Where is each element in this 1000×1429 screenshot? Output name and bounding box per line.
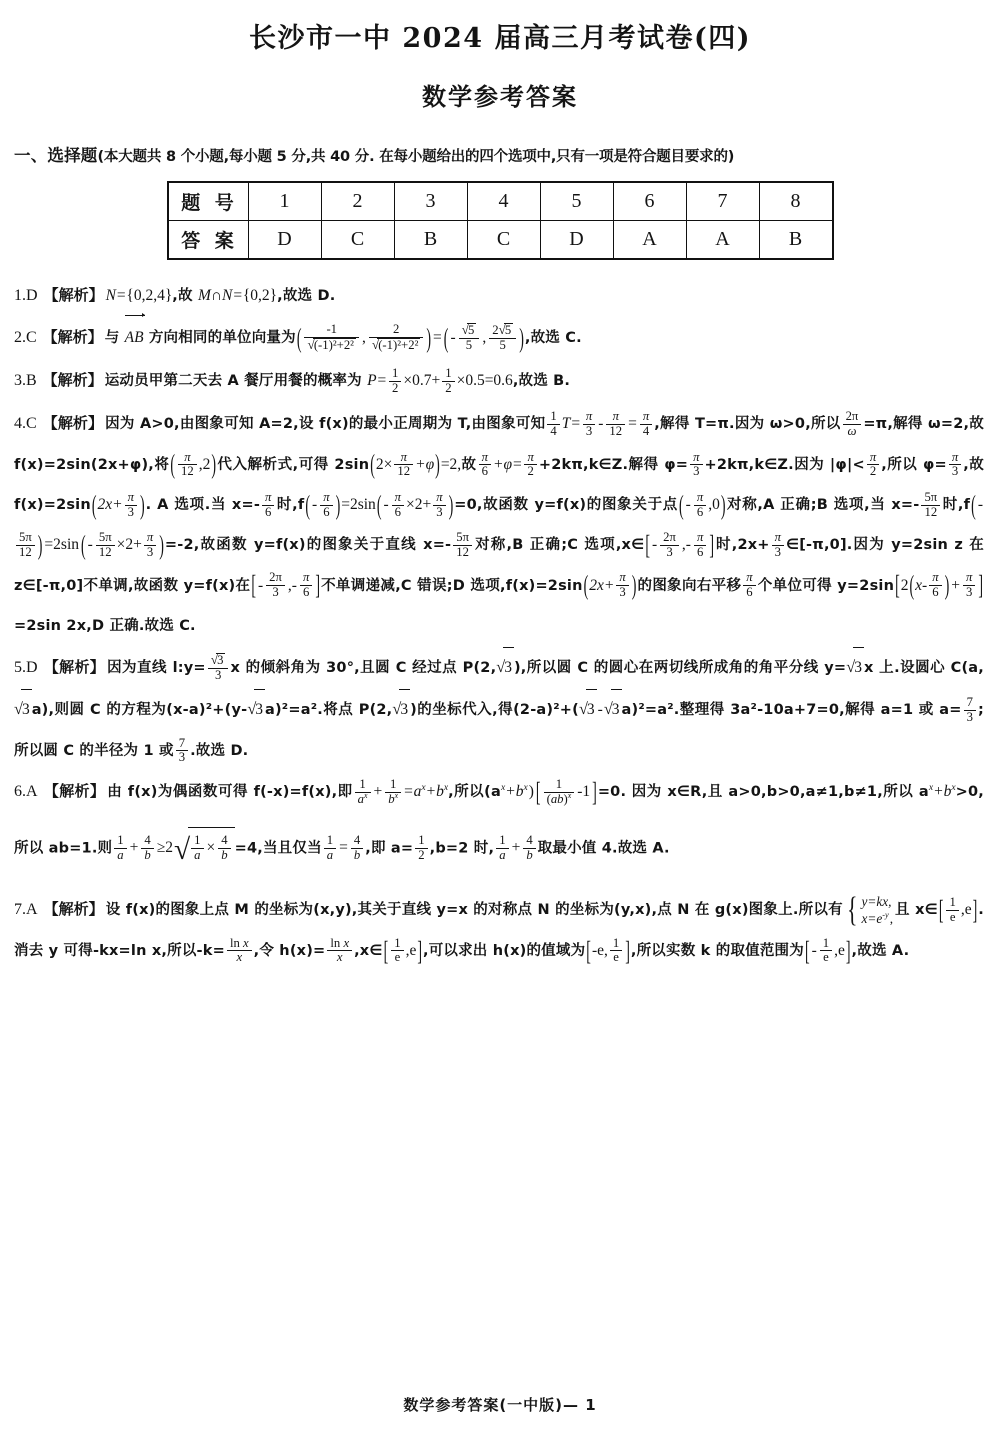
q3-frac-2: $\frac{1}{2}$ [442,367,454,395]
q4-e24: - [685,496,691,514]
solution-item-6: 6.A 【解析】 由 f(x)为偶函数可得 f(-x)=f(x),即 $\frac{1}{a^x}$ + $\frac{1}{b^x}$ $=a^x+b^x$,所以$(a^x+b^x)$ [ $\frac{1}{(ab)^x}$ -1 ]=0. 因为 x∈R,且 a>0,b>0,a≠1,b≠1,所以 $a^x+b^x>0$,所以 ab=1.则 $\frac{1}{a}$ + $\frac{4}{b}$ ≥2√ $\frac{1}{a}$ × $\frac{4}{b}$ =4,当且仅当 $\frac{1}{a}$ = $\frac{4}{b}$ ,即 a= $\frac{1}{2}$ ,b=2 时, $\frac{1}{a}$ + $\frac{4}{b}$ 取最小值 4.故选 A. [14,772,984,888]
section-header [0,146,1000,167]
q4-e12: +2kπ,k∈Z.解得 φ= [538,456,689,473]
answer-cell: A [686,220,759,259]
q5-sqrt-4: √3 [247,689,265,731]
q4-e23: =0,故函数 y=f(x)的图象关于点 [454,497,678,514]
q6-frac-1-abx: $\frac{1}{(ab)^x}$ [544,778,575,806]
section-label: 一、选择题 [14,146,98,165]
solutions-list [0,276,1000,971]
q4-frac-pi6-b: $\frac{\pi}{6}$ [262,491,274,519]
q4-e14: ,所以 φ= [881,456,947,473]
q2-frac-1: $\frac{-1}{\text{√(-1)²+2²}}$ [304,323,359,352]
solution-number: 3.B [14,372,37,390]
q2-frac-3: $\frac{√5}{5}$ [459,323,480,352]
q7-e10: - [811,941,817,959]
q7-e3: . 消去 y 可得-kx=ln x,所以-k= [14,902,984,959]
q2-text-2: 方向相同的单位向量为 [143,330,296,347]
q4-frac-2pi-omega: $\frac{2\pi}{\omega}$ [843,410,862,438]
q3-m1: ×0.7+ [403,372,441,390]
solution-item-4: 4.C 【解析】 因为 A>0,由图象可知 A=2,设 f(x)的最小正周期为 T,由图象可知 $\frac{1}{4}$ T= $\frac{\pi}{3}$ - $\frac{\pi}{12}$ = $\frac{\pi}{4}$ ,解得 T=π.因为 ω>0,所以 $\frac{2\pi}{\omega}$ =π,解得 ω=2,故 f(x)=2sin(2x+φ),将( $\frac{\pi}{12}$ ,2)代入解析式,可得 2sin(2× $\frac{\pi}{12}$ +φ)=2,故 $\frac{\pi}{6}$ +φ= $\frac{\pi}{2}$ +2kπ,k∈Z.解得 φ= $\frac{\pi}{3}$ +2kπ,k∈Z.因为 |φ|< $\frac{\pi}{2}$ ,所以 φ= $\frac{\pi}{3}$ ,故 f(x)=2sin(2x+ $\frac{\pi}{3}$ ). A 选项.当 x=- $\frac{\pi}{6}$ 时,f( - $\frac{\pi}{6}$ )=2sin( - $\frac{\pi}{6}$ ×2+ $\frac{\pi}{3}$ )=0,故函数 y=f(x)的图象关于点( - $\frac{\pi}{6}$ ,0)对称,A 正确;B 选项,当 x=- $\frac{5\pi}{12}$ 时,f( - $\frac{5\pi}{12}$ ) =2sin ( - $\frac{5\pi}{12}$ ×2+ $\frac{\pi}{3}$ )=-2,故函数 y=f(x)的图象关于直线 x=- $\frac{5\pi}{12}$ 对称,B 正确;C 选项,x∈[ - $\frac{2\pi}{3}$ ,- $\frac{\pi}{6}$ ]时,2x+ $\frac{\pi}{3}$ ∈[-π,0].因为 y=2sin z 在 z∈[-π,0]不单调,故函数 y=f(x)在[ - $\frac{2\pi}{3}$ ,- $\frac{\pi}{6}$ ]不单调递减,C 错误;D 选项,f(x)=2sin(2x+ $\frac{\pi}{3}$ )的图象向右平移 $\frac{\pi}{6}$ 个单位可得 y=2sin[2(x- $\frac{\pi}{6}$ ) + $\frac{\pi}{3}$ ]=2sin 2x,D 正确.故选 C. [14,408,984,634]
q5-sqrt-5: √3 [392,689,410,731]
question-number-cell: 1 [248,182,321,221]
q7-frac-1-e-b: $\frac{1}{e}$ [391,937,403,965]
answer-cell: C [467,220,540,259]
q7-frac-lnx-x: $\frac{\text{ln x}}{x}$ [227,937,252,965]
q5-sqrt-6: √3 [579,689,597,731]
solution-item-2: 2.C 【解析】 与 AB 方向相同的单位向量为( $\frac{-1}{\text{√(-1)²+2²}}$ , $\frac{2}{\text{√(-1)²+2²}}$ ) = ( - $\frac{√5}{5}$ , $\frac{2√5}{5}$ ),故选 C. [14,318,984,359]
q4-frac-pi6-g: $\frac{\pi}{6}$ [300,571,312,599]
q7-case-2: x=e [861,911,883,927]
q4-e19: - [312,496,318,514]
q4-s1: 因为 A>0,由图象可知 A=2,设 f(x)的最小正周期为 T,由图象可知 [105,416,546,433]
q5-e3: x 上.设圆心 C(a, [863,660,984,677]
q4-frac-pi3-b: $\frac{\pi}{3}$ [690,451,702,479]
q4-frac-pi2-b: $\frac{\pi}{2}$ [867,451,879,479]
q4-s3: 故 [461,456,477,473]
q4-frac-pi12-c: $\frac{\pi}{12}$ [394,451,413,479]
q4-e32: 不单调递减,C 错误;D 选项,f(x)=2sin [320,577,583,594]
q4-e29: 对称,B 正确;C 选项,x∈ [474,537,645,554]
q5-e8: a)²=a².整理得 3a²-10a+7=0,解得 a=1 或 a= [621,702,962,719]
q7-e8: -e, [591,941,608,959]
q6-e4: ,所以(a [448,784,501,801]
q4-e4: ,解得 T=π. [654,416,735,433]
solution-item-3 [14,361,984,402]
q4-frac-pi12-b: $\frac{\pi}{12}$ [178,451,197,479]
solution-tag: 【解析】 [42,371,103,390]
q3-m2: ×0.5=0.6 [456,372,513,390]
q6-e15: = [339,839,348,857]
question-number-cell: 3 [394,182,467,221]
table-row-answers [168,220,833,259]
q6-s1: 由 f(x)为偶函数可得 f(-x)=f(x),即 [107,784,353,801]
q7-frac-1-e-d: $\frac{1}{e}$ [820,937,832,965]
q2-text-3: ,故选 C. [524,330,582,347]
question-number-cell: 2 [321,182,394,221]
q6-e16: ,即 a= [365,840,414,857]
q4-frac-pi3-f: $\frac{\pi}{3}$ [144,531,156,559]
q4-frac-pi6: $\frac{\pi}{6}$ [479,451,491,479]
solution-number: 7.A [14,901,38,919]
q7-e9: ,所以实数 k 的取值范围为 [630,942,804,959]
table-row-numbers [168,182,833,221]
q1-text-3: M∩N= [197,286,243,304]
solution-tag: 【解析】 [42,414,104,433]
q5-sqrt-2: √3 [846,647,864,689]
q4-frac-5pi12: $\frac{5\pi}{12}$ [921,491,940,519]
q7-e11: ,e [834,941,845,959]
q6-frac-4-b: $\frac{4}{b}$ [141,834,153,862]
q6-e5: +b [505,783,524,801]
q7-case-1: y=kx, [861,893,892,909]
q4-e13: +2kπ,k∈Z.因为 |φ|< [704,456,865,473]
q2-frac-4: $\frac{2√5}{5}$ [489,323,516,352]
q3-text-1: 运动员甲第二天去 A 餐厅用餐的概率为 [104,373,368,390]
q4-e16: 2x+ [97,496,123,514]
solution-tag: 【解析】 [42,328,103,347]
question-number-cell: 4 [467,182,540,221]
answer-cell: D [248,220,321,259]
q4-e27: 时,f [942,497,971,514]
q4-e30: 时,2x+ [714,537,770,554]
q4-e6: ,2 [198,455,211,473]
q4-frac-pi3-d: $\frac{\pi}{3}$ [125,491,137,519]
question-number-cell: 5 [540,182,613,221]
q5-sqrt-3: √3 [14,689,32,731]
q5-frac-sqrt3-3: $\frac{√3}{3}$ [208,653,229,682]
q5-sqrt-7: √3 [604,689,622,731]
solution-tag: 【解析】 [43,285,104,304]
q4-frac-2pi3: $\frac{2\pi}{3}$ [660,531,679,559]
q7-e5: ,x∈ [354,942,383,959]
answer-cell: C [321,220,394,259]
q4-e7: 代入解析式,可得 2sin [217,456,370,473]
q5-e1: x 的倾斜角为 30°,且圆 C 经过点 P(2, [230,660,497,677]
page-subtitle: 数学参考答案 [422,83,578,111]
q3-frac-1: $\frac{1}{2}$ [389,367,401,395]
q4-e3: = [628,415,637,433]
q4-e22: ×2+ [406,496,432,514]
q6-e9: +b [933,783,952,801]
q4-e9: +φ [415,455,435,473]
answer-table-container [0,181,1000,260]
q5-frac-7-3: $\frac{7}{3}$ [964,696,976,724]
q4-frac-pi6-i: $\frac{\pi}{6}$ [929,571,941,599]
question-number-cell: 8 [759,182,833,221]
page-footer: 数学参考答案(一中版)— 1 [403,1396,597,1414]
q4-frac-pi4: $\frac{\pi}{4}$ [640,410,652,438]
q4-frac-pi3-i: $\frac{\pi}{3}$ [963,571,975,599]
q4-frac-quarter: $\frac{1}{4}$ [547,410,559,438]
answer-cell: D [540,220,613,259]
answer-key-table [167,181,834,260]
q5-e9: ;所以圆 C 的半径为 1 或 [14,702,984,759]
q5-e6: )的坐标代入,得(2-a)²+( [410,702,579,719]
q7-cases: { y=kx, $x=e^{-y}$, [846,890,894,929]
q6-frac-1-a: $\frac{1}{a}$ [114,834,126,862]
q6-e10: >0,所以 ab=1.则 [14,784,984,857]
q6-frac-1-2: $\frac{1}{2}$ [415,834,427,862]
q6-e11: + [129,839,139,857]
q5-s1: 因为直线 l:y= [107,660,206,677]
solution-number: 2.C [14,329,37,347]
q4-frac-pi3-g: $\frac{\pi}{3}$ [772,531,784,559]
row-header-answer: 答 案 [168,220,249,259]
q1-text-1: N= [105,286,127,304]
q5-e5: a)²=a².将点 P(2, [265,702,393,719]
q6-e17: ,b=2 时, [429,840,495,857]
q1-text-4: ,故选 D. [277,287,336,304]
q3-text-2: ,故选 B. [512,373,571,390]
q6-frac-1-a-d: $\frac{1}{a}$ [496,834,508,862]
q4-frac-pi6-d: $\frac{\pi}{6}$ [392,491,404,519]
q7-s1: 设 f(x)的图象上点 M 的坐标为(x,y),其关于直线 y=x 的对称点 N 的坐标为(y,x),点 N 在 g(x)图象上.所以有 [105,902,843,919]
answer-cell: A [613,220,686,259]
q4-e1: T= [561,415,581,433]
q7-case-2b: , [889,911,894,927]
q4-e10: =2, [440,455,462,473]
q1-set-2: {0,2} [242,286,278,304]
solution-number: 1.D [14,286,38,304]
q4-frac-pi3: $\frac{\pi}{3}$ [583,410,595,438]
q6-frac-1-a-b: $\frac{1}{a}$ [191,834,203,862]
vector-ab: AB [125,318,144,358]
q4-e25: ,0 [708,496,720,514]
q7-e4: ,令 h(x)= [253,942,326,959]
q6-e18: + [511,839,521,857]
q4-frac-pi3-h: $\frac{\pi}{3}$ [616,571,628,599]
q6-frac-4-b-c: $\frac{4}{b}$ [351,834,363,862]
q5-frac-7-3-b: $\frac{7}{3}$ [176,737,188,765]
q7-e6: ,e [405,941,417,959]
q6-frac-1-bx: $\frac{1}{b^x}$ [385,778,401,806]
solution-tag: 【解析】 [43,658,106,677]
q6-e7: -1 [577,783,591,801]
q6-e13: × [206,839,216,857]
q4-e8: 2× [375,455,393,473]
q4-e34: 个单位可得 y=2sin [757,577,895,594]
q6-sqrt-big: √ $\frac{1}{a}$ × $\frac{4}{b}$ [174,813,235,888]
question-number-cell: 6 [613,182,686,221]
solution-item-1 [14,276,984,317]
q4-frac-5pi12-c: $\frac{5\pi}{12}$ [96,531,115,559]
q4-e15: ,故 f(x)=2sin [14,456,984,514]
q6-e3: +b [425,783,444,801]
q2-text-1: 与 [104,330,125,347]
q6-e6: ) [528,783,534,801]
row-header-number: 题 号 [168,182,249,221]
q6-e19: 取最小值 4.故选 A. [537,840,670,857]
q6-frac-1-ax: $\frac{1}{a^x}$ [355,778,371,806]
q6-e12: ≥2 [156,839,173,857]
q6-e14: =4,当且仅当 [234,840,322,857]
q4-frac-pi6-h: $\frac{\pi}{6}$ [743,571,755,599]
q4-s2: 因为 ω>0,所以 [734,416,841,433]
answer-cell: B [759,220,833,259]
q7-case-2-sup: -y [882,911,889,921]
q7-e12: ,故选 A. [851,942,910,959]
q4-frac-pi6-e: $\frac{\pi}{6}$ [694,491,706,519]
q1-set-1: {0,2,4} [126,286,173,304]
answer-sheet-page [0,16,1000,1429]
q4-e26: 对称,A 正确;B 选项,当 x=- [726,497,920,514]
q5-e2: ),所以圆 C 的圆心在两切线所成角的角平分线 y= [513,660,847,677]
q4-frac-2pi3-b: $\frac{2\pi}{3}$ [266,571,285,599]
q7-e7: ,可以求出 h(x)的值域为 [423,942,586,959]
solution-number: 5.D [14,659,38,677]
solution-item-5 [14,647,984,770]
solution-tag: 【解析】 [43,782,106,801]
q6-frac-1-a-c: $\frac{1}{a}$ [324,834,336,862]
q7-frac-1-e: $\frac{1}{e}$ [946,896,958,924]
q1-text-2: ,故 [172,287,198,304]
section-note: (本大题共 8 个小题,每小题 5 分,共 40 分. 在每小题给出的四个选项中,只有一项是符合题目要求的) [97,149,735,165]
q4-frac-pi6-f: $\frac{\pi}{6}$ [694,531,706,559]
page-title: 长沙市一中 2024 届高三月考试卷(四) [249,23,751,54]
q7-frac-lnx-x-b: $\frac{\text{ln x}}{x}$ [327,937,352,965]
q4-e33: 的图象向右平移 [637,577,742,594]
q4-e5: =π,解得 ω=2,故 f(x)=2sin(2x+φ),将 [14,416,984,473]
q6-frac-4-b-b: $\frac{4}{b}$ [218,834,230,862]
q5-e7: - [597,701,603,719]
q5-sqrt-1: √3 [496,647,514,689]
solution-item-7: 7.A 【解析】 设 f(x)的图象上点 M 的坐标为(x,y),其关于直线 y=x 的对称点 N 的坐标为(y,x),点 N 在 g(x)图象上.所以有 { y=kx, $x=e^{-y}$, 且 x∈[ $\frac{1}{e}$ ,e]. 消去 y 可得-kx=ln x,所以-k= $\frac{\text{ln x}}{x}$ ,令 h(x)= $\frac{\text{ln x}}{x}$ ,x∈[ $\frac{1}{e}$ ,e],可以求出 h(x)的值域为[-e, $\frac{1}{e}$ ],所以实数 k 的取值范围为[ - $\frac{1}{e}$ ,e],故选 A. [14,890,984,968]
solution-number: 6.A [14,783,38,801]
q4-e35: =2sin 2x,D 正确.故选 C. [14,617,196,634]
q7-e1: 且 x∈ [895,902,938,919]
q4-frac-pi3-e: $\frac{\pi}{3}$ [433,491,445,519]
q3-p: P= [367,372,387,390]
q2-frac-2: $\frac{2}{\text{√(-1)²+2²}}$ [369,323,424,352]
q5-e4: a),则圆 C 的方程为(x-a)²+(y- [31,702,248,719]
q4-e11: +φ= [492,455,523,473]
q4-frac-5pi12-d: $\frac{5\pi}{12}$ [453,531,472,559]
q7-frac-1-e-c: $\frac{1}{e}$ [610,937,622,965]
q6-e8: =0. 因为 x∈R,且 a>0,b>0,a≠1,b≠1,所以 a [597,784,929,801]
q4-frac-pi2: $\frac{\pi}{2}$ [524,451,536,479]
answer-cell: B [394,220,467,259]
q7-e2: ,e [960,901,972,919]
q4-e17: . A 选项.当 x=- [145,497,261,514]
q4-e31: ∈[-π,0].因为 y=2sin z 在 z∈[-π,0]不单调,故函数 y=f(x)在 [14,537,984,594]
q6-frac-4-b-d: $\frac{4}{b}$ [523,834,535,862]
solution-tag: 【解析】 [43,900,104,919]
q4-frac-pi12: $\frac{\pi}{12}$ [606,410,625,438]
q4-e18: 时,f [276,497,305,514]
question-number-cell: 7 [686,182,759,221]
q4-e28: =-2,故函数 y=f(x)的图象关于直线 x=- [164,537,452,554]
q4-e21: - [383,496,389,514]
q6-e1: + [373,783,383,801]
q4-e2: - [598,415,604,433]
q4-e20: =2sin [341,496,376,514]
q4-frac-5pi12-b: $\frac{5\pi}{12}$ [16,531,35,559]
q6-e2: =a [403,783,422,801]
solution-number: 4.C [14,415,37,433]
q4-frac-pi3-c: $\frac{\pi}{3}$ [949,451,961,479]
q4-frac-pi6-c: $\frac{\pi}{6}$ [320,491,332,519]
q5-e10: .故选 D. [190,742,249,759]
